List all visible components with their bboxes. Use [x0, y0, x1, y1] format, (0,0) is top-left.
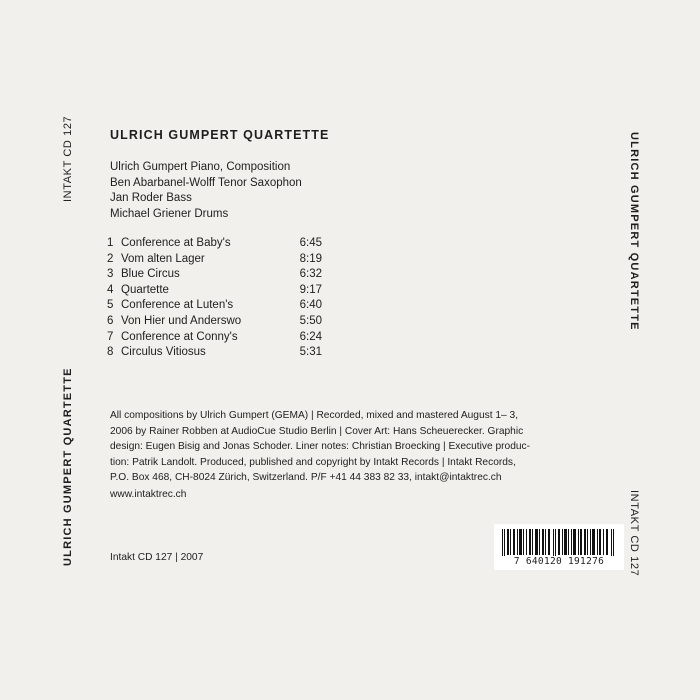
musician-line: Jan Roder Bass [110, 192, 192, 205]
track-duration: 6:32 [299, 268, 322, 281]
track-duration: 5:50 [299, 314, 322, 327]
track-duration: 6:24 [299, 330, 322, 343]
track-row [107, 299, 322, 315]
track-list [107, 237, 322, 362]
track-number: 6 [107, 314, 114, 327]
track-title: Circulus Vitiosus [121, 346, 206, 359]
track-row [107, 253, 322, 269]
track-title: Vom alten Lager [121, 252, 205, 265]
barcode-bars [502, 529, 616, 559]
credits-text [110, 408, 531, 486]
track-row [107, 268, 322, 284]
track-row [107, 237, 322, 253]
website-link[interactable]: www.intaktrec.ch [110, 489, 187, 500]
track-number: 3 [107, 268, 114, 281]
spine-right-catalog: INTAKT CD 127 [628, 490, 640, 577]
catalog-number: Intakt CD 127 | 2007 [110, 552, 204, 563]
track-row [107, 315, 322, 331]
track-title: Conference at Baby's [121, 237, 231, 249]
musician-line: Michael Griener Drums [110, 207, 229, 220]
spine-left-catalog: INTAKT CD 127 [62, 115, 74, 202]
spine-right-title: ULRICH GUMPERT QUARTETTE [628, 132, 640, 331]
track-number: 2 [107, 252, 114, 265]
track-duration: 6:45 [299, 237, 322, 249]
track-title: Von Hier und Anderswo [121, 314, 242, 327]
track-number: 5 [107, 299, 114, 312]
credits-line: P.O. Box 468, CH-8024 Zürich, Switzerland. P/F +41 44 383 82 33, intakt@intaktrec.ch [110, 472, 502, 484]
track-number: 1 [107, 237, 114, 249]
track-duration: 9:17 [299, 283, 322, 296]
track-duration: 6:40 [299, 299, 322, 312]
credits-line: 2006 by Rainer Robben at AudioCue Studio Berlin | Cover Art: Hans Scheuerecker. Graphic [110, 425, 524, 437]
track-row [107, 331, 322, 347]
track-title: Quartette [121, 283, 169, 296]
musician-list [110, 160, 302, 222]
track-duration: 8:19 [299, 252, 322, 265]
track-number: 4 [107, 283, 114, 296]
musician-line: Ben Abarbanel-Wolff Tenor Saxophon [110, 176, 302, 189]
track-duration: 5:31 [299, 346, 322, 359]
album-title: ULRICH GUMPERT QUARTETTE [110, 128, 330, 142]
barcode [494, 524, 624, 570]
barcode-digits: 7 640120 191276 [494, 556, 624, 567]
spine-left-title: ULRICH GUMPERT QUARTETTE [62, 367, 74, 566]
track-title: Conference at Conny's [121, 330, 238, 343]
track-row [107, 346, 322, 362]
track-title: Conference at Luten's [121, 299, 234, 312]
track-number: 7 [107, 330, 114, 343]
track-row [107, 284, 322, 300]
track-number: 8 [107, 346, 114, 359]
credits-line: design: Eugen Bisig and Jonas Schoder. Liner notes: Christian Broecking | Executive produc- [110, 441, 531, 453]
track-title: Blue Circus [121, 268, 180, 281]
musician-line: Ulrich Gumpert Piano, Composition [110, 161, 291, 173]
credits-line: All compositions by Ulrich Gumpert (GEMA) | Recorded, mixed and mastered August 1– 3, [110, 410, 519, 421]
credits-line: tion: Patrik Landolt. Produced, published and copyright by Intakt Records | Intakt Records, [110, 456, 516, 468]
